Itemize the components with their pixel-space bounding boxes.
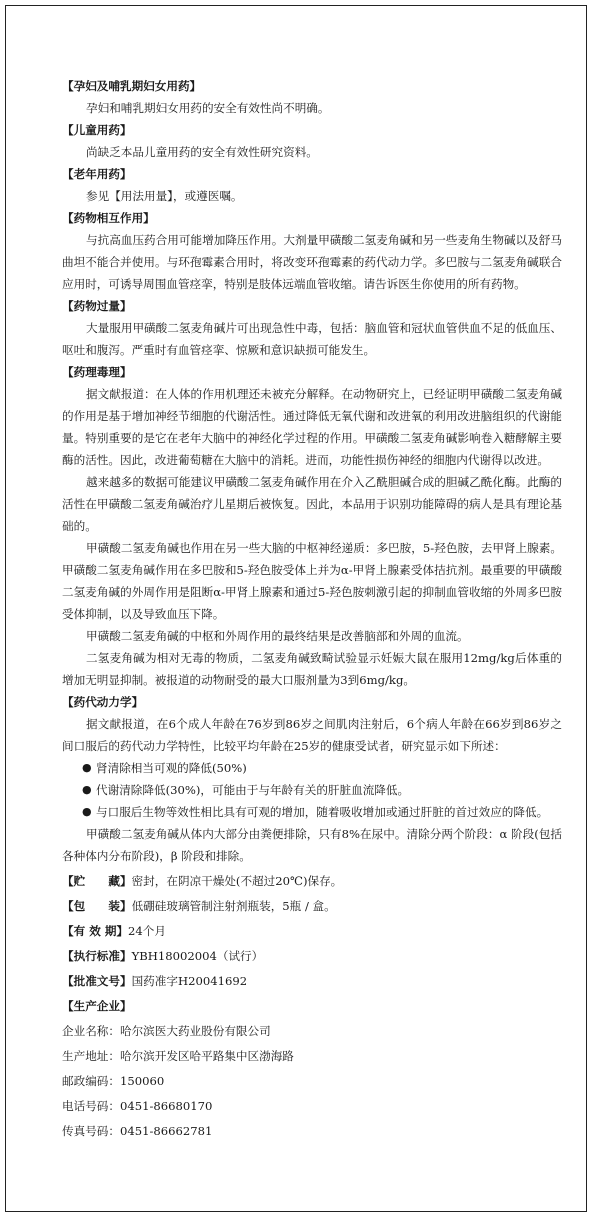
pharmacokinetics-heading: 【药代动力学】 — [62, 695, 144, 709]
pharmacology-paragraph: 越来越多的数据可能建议甲磺酸二氢麦角碱作用在介入乙酰胆碱合成的胆碱乙酰化酶。此酶的活性在甲磺酸二氢麦角碱治疗儿星期后被恢复。因此，本品用于识别功能障碍的病人是具有理论基础的。 — [62, 475, 562, 533]
validity-label: 【有 效 期】 — [62, 924, 129, 938]
approval-value: 国药准字H20041692 — [131, 974, 248, 988]
pharmacology-paragraph: 据文献报道：在人体的作用机理还未被充分解释。在动物研究上，已经证明甲磺酸二氢麦角碱的作用是基于增加神经节细胞的代谢活性。通过降低无氧代谢和改进氧的利用改进脑组织的代谢能量。特别重要的是它在老年大脑中的神经化学过程的作用。甲磺酸二氢麦角碱影响卷入糖酵解主要酶的活性。因此，改进葡萄糖在大脑中的消耗。进而，功能性损伤神经的细胞内代谢得以改进。 — [62, 387, 562, 467]
company-name: 企业名称：哈尔滨医大药业股份有限公司 — [62, 1024, 271, 1038]
storage-label: 【贮 藏】 — [62, 874, 132, 888]
pharmacology-paragraph: 甲磺酸二氢麦角碱也作用在另一些大脑的中枢神经递质：多巴胺，5-羟色胺，去甲肾上腺素。甲磺酸二氢麦角碱作用在多巴胺和5-羟色胺受体上并为α-甲肾上腺素受体拮抗剂。最重要的甲磺酸二氢麦角碱的外周作用是阻断α-甲肾上腺素和通过5-羟色胺刺激引起的抑制血管收缩的外周多巴胺受体抑制，以及导致血压下降。 — [62, 541, 562, 621]
validity-value: 24个月 — [128, 924, 166, 938]
list-item-text: 与口服后生物等效性相比具有可观的增加，随着吸收增加或通过肝脏的首过效应的降低。 — [96, 805, 549, 819]
pregnancy-heading: 【孕妇及哺乳期妇女用药】 — [62, 79, 202, 93]
storage-value: 密封，在阴凉干燥处(不超过20℃)保存。 — [131, 874, 343, 888]
manufacturer-heading: 【生产企业】 — [62, 999, 132, 1013]
pharmacology-paragraph: 二氢麦角碱为相对无毒的物质，二氢麦角碱致畸试验显示妊娠大鼠在服用12mg/kg后体重的增加无明显抑制。被报道的动物耐受的最大口服剂量为3到6mg/kg。 — [62, 651, 562, 687]
approval-label: 【批准文号】 — [62, 974, 132, 988]
elderly-heading: 【老年用药】 — [62, 167, 132, 181]
children-text: 尚缺乏本品儿童用药的安全有效性研究资料。 — [86, 145, 318, 159]
storage-row — [62, 870, 562, 892]
bullet-icon: ● — [82, 805, 92, 818]
pharmacokinetics-outro: 甲磺酸二氢麦角碱从体内大部分由粪便排除，只有8%在尿中。清除分两个阶段：α 阶段(包括各种体内分布阶段)，β 阶段和排除。 — [62, 827, 562, 863]
validity-row — [62, 920, 562, 942]
list-item — [62, 779, 562, 801]
company-fax: 传真号码：0451-86662781 — [62, 1124, 213, 1138]
company-address: 生产地址：哈尔滨开发区哈平路集中区渤海路 — [62, 1049, 294, 1063]
overdose-text: 大量服用甲磺酸二氢麦角碱片可出现急性中毒，包括：脑血管和冠状血管供血不足的低血压、呕吐和腹泻。严重时有血管痉挛、惊厥和意识缺损可能发生。 — [62, 321, 562, 357]
interactions-heading: 【药物相互作用】 — [62, 211, 155, 225]
approval-row — [62, 970, 562, 992]
list-item — [62, 757, 562, 779]
company-postcode: 邮政编码：150060 — [62, 1074, 165, 1088]
pharmacokinetics-intro: 据文献报道，在6个成人年龄在76岁到86岁之间肌肉注射后，6个病人年龄在66岁到86岁之间口服后的药代动力学特性，比较平均年龄在25岁的健康受试者，研究显示如下所述： — [62, 717, 562, 753]
pregnancy-text: 孕妇和哺乳期妇女用药的安全有效性尚不明确。 — [86, 101, 330, 115]
pharmacology-paragraph: 甲磺酸二氢麦角碱的中枢和外周作用的最终结果是改善脑部和外周的血流。 — [86, 629, 469, 643]
document-body — [62, 75, 562, 1142]
packaging-row — [62, 895, 562, 917]
standard-value: YBH18002004（试行） — [131, 949, 264, 963]
bullet-icon: ● — [82, 761, 92, 774]
overdose-heading: 【药物过量】 — [62, 299, 132, 313]
packaging-label: 【包 装】 — [62, 899, 132, 913]
standard-label: 【执行标准】 — [62, 949, 132, 963]
list-item-text: 肾清除相当可观的降低(50%) — [96, 761, 247, 775]
pharmacology-heading: 【药理毒理】 — [62, 365, 132, 379]
bullet-icon: ● — [82, 783, 92, 796]
company-phone: 电话号码：0451-86680170 — [62, 1099, 213, 1113]
list-item — [62, 801, 562, 823]
interactions-text: 与抗高血压药合用可能增加降压作用。大剂量甲磺酸二氢麦角碱和另一些麦角生物碱以及舒马曲坦不能合并使用。与环孢霉素合用时，将改变环孢霉素的药代动力学。多巴胺与二氢麦角碱联合应用时，可诱导周围血管痉挛，特别是肢体远端血管收缩。请告诉医生你使用的所有药物。 — [62, 233, 562, 291]
standard-row — [62, 945, 562, 967]
list-item-text: 代谢清除降低(30%)，可能由于与年龄有关的肝脏血流降低。 — [96, 783, 410, 797]
elderly-text: 参见【用法用量】，或遵医嘱。 — [86, 189, 243, 203]
children-heading: 【儿童用药】 — [62, 123, 132, 137]
packaging-value: 低硼硅玻璃管制注射剂瓶装，5瓶 / 盒。 — [131, 899, 336, 913]
